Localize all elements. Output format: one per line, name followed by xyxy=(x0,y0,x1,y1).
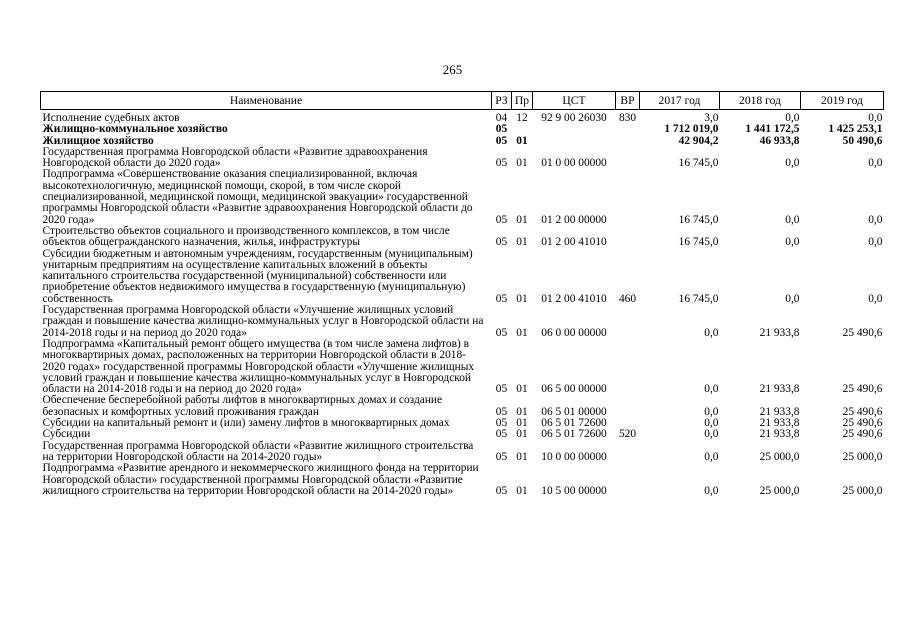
table-row xyxy=(41,441,884,464)
header-name: Наименование xyxy=(41,92,492,110)
cell-pr: 12 xyxy=(516,112,528,124)
cell-y2018: 25 000,0 xyxy=(759,450,800,463)
cell-name: Жилищно-коммунальное хозяйство xyxy=(42,123,228,136)
cell-rz: 05 xyxy=(495,484,508,497)
cell-vr xyxy=(616,339,640,395)
cell-y2017: 0,0 xyxy=(704,383,719,396)
cell-y2019: 1 425 253,1 xyxy=(828,123,883,136)
header-pr: Пр xyxy=(512,92,533,110)
cell-pr: 01 xyxy=(516,134,528,147)
cell-y2017: 0,0 xyxy=(704,405,719,418)
cell-y2018: 21 933,8 xyxy=(759,383,800,396)
cell-cst: 06 0 00 00000 xyxy=(541,326,607,339)
cell-y2018: 21 933,8 xyxy=(759,326,800,339)
cell-vr xyxy=(616,441,640,464)
cell-name: Государственная программа Новгородской области «Улучшение жилищных условий граждан и повышение качества жилищно-коммунальных услуг в Новгородской области на 2014-2018 годы и на период до 2020 года» xyxy=(42,304,484,339)
cell-y2018: 0,0 xyxy=(785,157,800,170)
cell-rz: 05 xyxy=(495,157,508,170)
cell-pr xyxy=(512,124,533,135)
cell-y2019: 0,0 xyxy=(868,112,883,124)
cell-y2018: 1 441 172,5 xyxy=(745,123,800,136)
table-row xyxy=(41,429,884,440)
cell-cst: 06 5 01 72600 xyxy=(541,428,607,441)
table-row xyxy=(41,226,884,249)
cell-cst: 06 5 01 00000 xyxy=(541,405,607,418)
cell-rz: 05 xyxy=(495,236,508,249)
table-row xyxy=(41,169,884,225)
budget-table xyxy=(40,91,884,497)
page-number: 265 xyxy=(442,62,463,77)
cell-pr: 01 xyxy=(516,157,528,170)
table-header xyxy=(41,92,884,110)
cell-name: Исполнение судебных актов xyxy=(42,112,180,124)
table-row xyxy=(41,395,884,418)
cell-y2017: 16 745,0 xyxy=(678,236,719,249)
cell-rz: 04 xyxy=(495,112,508,124)
cell-y2018: 21 933,8 xyxy=(759,417,800,430)
cell-vr xyxy=(616,305,640,339)
cell-cst: 92 9 00 26030 xyxy=(541,112,607,124)
cell-rz: 05 xyxy=(495,417,508,430)
cell-vr xyxy=(616,463,640,497)
cell-y2019: 25 490,6 xyxy=(842,405,883,418)
cell-pr: 01 xyxy=(516,326,528,339)
cell-name: Государственная программа Новгородской области «Развитие жилищного строительства на территории Новгородской области на 2014-2020 годы» xyxy=(42,439,474,463)
cell-y2018: 21 933,8 xyxy=(759,428,800,441)
cell-y2017: 0,0 xyxy=(704,326,719,339)
cell-name: Обеспечение бесперебойной работы лифтов в многоквартирных домах и создание безопасных и комфортных условий проживания граждан xyxy=(42,394,443,418)
cell-vr: 520 xyxy=(618,428,637,441)
cell-y2019: 0,0 xyxy=(868,157,883,170)
cell-y2019: 25 490,6 xyxy=(842,417,883,430)
cell-vr xyxy=(616,136,640,147)
cell-y2019: 0,0 xyxy=(868,292,883,305)
table-row xyxy=(41,110,884,125)
cell-rz: 05 xyxy=(495,134,508,147)
cell-cst: 06 5 00 00000 xyxy=(541,383,607,396)
cell-pr: 01 xyxy=(516,428,528,441)
cell-y2018: 0,0 xyxy=(785,236,800,249)
cell-name: Подпрограмма «Совершенствование оказания специализированной, включая высокотехнологичную, медицинской помощи, скорой, в том числе скорой специализированной, медицинской помощи, медицинской эвакуации» государственной программы Новгородской области «Развитие здравоохранения Новгородской области до 2020 года» xyxy=(42,168,473,226)
cell-cst: 01 2 00 41010 xyxy=(541,292,607,305)
cell-y2019: 25 490,6 xyxy=(842,383,883,396)
cell-y2017: 16 745,0 xyxy=(678,157,719,170)
cell-rz: 05 xyxy=(495,428,508,441)
table-row xyxy=(41,249,884,305)
cell-cst: 06 5 01 72600 xyxy=(541,417,607,430)
cell-vr xyxy=(616,147,640,170)
cell-y2018: 0,0 xyxy=(785,292,800,305)
header-2018: 2018 год xyxy=(720,92,801,110)
cell-y2017: 42 904,2 xyxy=(678,134,719,147)
cell-cst: 10 0 00 00000 xyxy=(541,450,607,463)
table-row xyxy=(41,124,884,135)
cell-y2017: 3,0 xyxy=(704,112,719,124)
cell-pr: 01 xyxy=(516,213,528,226)
cell-y2018: 0,0 xyxy=(785,213,800,226)
cell-vr xyxy=(616,124,640,135)
cell-rz: 05 xyxy=(495,405,508,418)
cell-y2018: 25 000,0 xyxy=(759,484,800,497)
cell-cst: 10 5 00 00000 xyxy=(541,484,607,497)
cell-cst: 01 2 00 00000 xyxy=(541,213,607,226)
cell-name: Государственная программа Новгородской области «Развитие здравоохранения Новгородской области до 2020 года» xyxy=(42,145,428,170)
cell-name: Жилищное хозяйство xyxy=(42,134,154,147)
cell-rz: 05 xyxy=(495,326,508,339)
cell-pr: 01 xyxy=(516,450,528,463)
cell-vr xyxy=(616,169,640,225)
cell-y2017: 0,0 xyxy=(704,428,719,441)
cell-pr: 01 xyxy=(516,383,528,396)
table-row xyxy=(41,339,884,395)
cell-y2018: 0,0 xyxy=(785,112,800,124)
cell-y2018: 21 933,8 xyxy=(759,405,800,418)
cell-vr: 830 xyxy=(618,112,637,124)
cell-pr: 01 xyxy=(516,236,528,249)
cell-name: Субсидии бюджетным и автономным учреждениям, государственным (муниципальным) унитарным предприятиям на осуществление капитальных вложений в объекты капитального строительства государственной (муниципальной) собственности или приобретение объектов недвижимого имущества в государственную (муниципальную) собственность xyxy=(42,247,473,305)
cell-y2017: 16 745,0 xyxy=(678,292,719,305)
cell-y2017: 1 712 019,0 xyxy=(664,123,719,136)
cell-rz: 05 xyxy=(495,213,508,226)
cell-cst: 01 2 00 41010 xyxy=(541,236,607,249)
cell-pr: 01 xyxy=(516,417,528,430)
cell-name: Строительство объектов социального и производственного комплексов, в том числе объектов общегражданского назначения, жилья, инфраструктуры xyxy=(42,224,450,249)
table-row xyxy=(41,463,884,497)
cell-vr xyxy=(616,226,640,249)
cell-cst xyxy=(533,124,616,135)
cell-rz: 05 xyxy=(495,292,508,305)
cell-pr: 01 xyxy=(516,484,528,497)
cell-y2019: 50 490,6 xyxy=(842,134,883,147)
header-2019: 2019 год xyxy=(801,92,884,110)
header-vr: ВР xyxy=(616,92,640,110)
header-cst: ЦСТ xyxy=(533,92,616,110)
cell-name: Подпрограмма «Развитие арендного и некоммерческого жилищного фонда на территории Новгородской области» государственной программы Новгородской области «Развитие жилищного строительства на территории Новгородской области на 2014-2020 годы» xyxy=(42,462,479,497)
cell-vr xyxy=(616,395,640,418)
header-rz: РЗ xyxy=(492,92,512,110)
cell-cst xyxy=(533,136,616,147)
cell-y2019: 0,0 xyxy=(868,213,883,226)
table-row xyxy=(41,147,884,170)
cell-rz: 05 xyxy=(495,123,508,136)
cell-pr: 01 xyxy=(516,292,528,305)
cell-rz: 05 xyxy=(495,383,508,396)
cell-y2019: 25 000,0 xyxy=(842,484,883,497)
cell-rz: 05 xyxy=(495,450,508,463)
cell-vr: 460 xyxy=(618,292,637,305)
cell-name: Субсидии на капитальный ремонт и (или) замену лифтов в многоквартирных домах xyxy=(42,417,450,430)
cell-y2018: 46 933,8 xyxy=(759,134,800,147)
table-row xyxy=(41,418,884,429)
cell-y2017: 0,0 xyxy=(704,484,719,497)
cell-y2017: 16 745,0 xyxy=(678,213,719,226)
cell-y2017: 0,0 xyxy=(704,450,719,463)
cell-cst: 01 0 00 00000 xyxy=(541,157,607,170)
cell-y2019: 25 490,6 xyxy=(842,326,883,339)
cell-y2019: 0,0 xyxy=(868,236,883,249)
cell-name: Субсидии xyxy=(42,428,91,441)
table-row xyxy=(41,305,884,339)
cell-y2019: 25 490,6 xyxy=(842,428,883,441)
cell-name: Подпрограмма «Капитальный ремонт общего имущества (в том числе замена лифтов) в многоквартирных домах, расположенных на территории Новгородской области в 2018-2020 годах» государственной программы Новгородской области «Улучшение жилищных условий граждан и повышение качества жилищно-коммунальных услуг в Новгородской области на 2014-2018 годы и на период до 2020 года» xyxy=(42,337,475,396)
table-body xyxy=(41,110,884,498)
header-2017: 2017 год xyxy=(640,92,720,110)
cell-y2019: 25 000,0 xyxy=(842,450,883,463)
cell-y2017: 0,0 xyxy=(704,417,719,430)
cell-pr: 01 xyxy=(516,405,528,418)
